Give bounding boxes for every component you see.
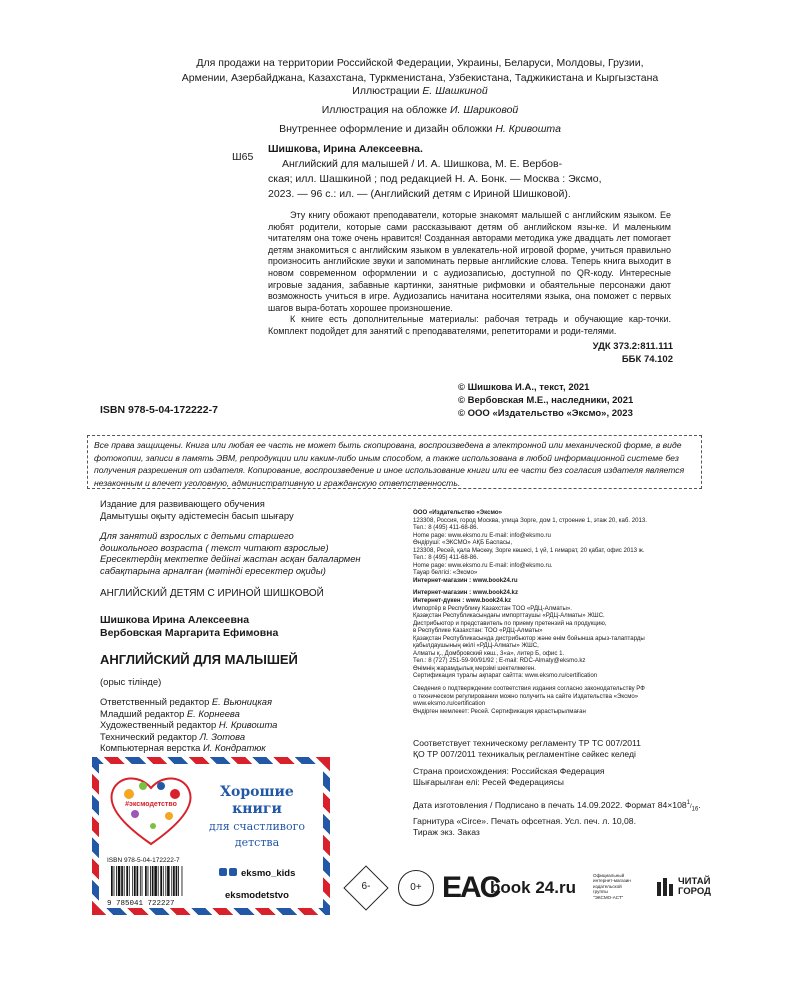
barcode-bar: [176, 866, 178, 896]
audience-line: Ересектердің мектепке дейінгі жастан асқан балалармен: [100, 553, 361, 564]
rights-notice: [87, 435, 702, 489]
promo-sticker: [92, 757, 330, 915]
audience-line: дошкольного возраста ( текст читают взрослые): [100, 541, 329, 553]
publisher-line: www.eksmo.ru/certification: [413, 700, 486, 708]
print-line: Дата изготовления / Подписано в печать 14.09.2022. Формат $84\times 108^1/_{16}$.: [413, 799, 701, 813]
biblio-line: Английский для малышей / И. А. Шишкова, М. Е. Вербов-: [282, 158, 563, 170]
print-line: Тираж экз. Заказ: [413, 826, 480, 837]
decor-dot: [139, 782, 147, 790]
publisher-info: [413, 509, 713, 715]
series-title: АНГЛИЙСКИЙ ДЕТЯМ С ИРИНОЙ ШИШКОВОЙ: [100, 588, 324, 599]
language-note: (орыс тілінде): [100, 677, 162, 688]
vk-icon: [229, 868, 237, 876]
barcode-bar: [129, 866, 130, 896]
edition-line: Издание для развивающего обучения: [100, 498, 265, 509]
barcode-bar: [158, 866, 159, 896]
regulation-line: Соответствует техническому регламенту ТР ТС 007/2011: [413, 738, 641, 748]
publisher-line: в Республике Казахстан: ТОО «РДЦ-Алматы»: [413, 627, 543, 635]
slogan-line: для счастливого: [209, 820, 305, 833]
barcode-bar: [126, 866, 128, 896]
biblio-author: Шишкова, Ирина Алексеевна.: [268, 143, 423, 155]
publisher-line: Өндірген мемлекет: Ресей. Сертификация қарастырылмаған: [413, 707, 586, 715]
rights-text: Все права защищены. Книга или любая ее часть не может быть скопирована, воспроизведена в электронной или механической форме, в виде фотокопии, записи в память ЭВМ, репродукции или каким-либо иным способом, а также использована в любой информационной системе без получения разрешения от издателя. Копирование, воспроизведение и иное использование книги или ее части без согласия издателя является незаконным и влечет уголовную, административную и гражданскую ответственность.: [94, 440, 685, 488]
copyright-line: © ООО «Издательство «Эксмо», 2023: [458, 408, 633, 419]
illustrations-credit: Иллюстрации Е. Шашкиной: [352, 85, 488, 97]
publisher-line: Тел.: 8 (495) 411-68-86.: [413, 524, 479, 532]
authors: [100, 614, 278, 640]
copyright-line: © Вербовская М.Е., наследники, 2021: [458, 395, 634, 406]
tech-regulation: [413, 738, 713, 760]
barcode-bar: [171, 866, 172, 896]
barcode-bar: [140, 866, 141, 896]
print-details: [413, 798, 733, 838]
publisher-line: Қазақстан Республикасында дистрибьютор және өнім бойынша арыз-талаптарды: [413, 634, 645, 642]
decor-dot: [150, 823, 156, 829]
staff-line: Художественный редактор Н. Кривошта: [100, 719, 278, 730]
publisher-line: Өнімнің жарамдылық мерзімі шектелмеген.: [413, 664, 536, 672]
age-rating-6: 6-: [361, 881, 371, 892]
social-handle: eksmodetstvo: [225, 890, 289, 901]
barcode-digits: 9 785041 722227: [107, 900, 175, 908]
book24-tagline: Официальный интернет-магазин издательской группы "ЭКСМО-АСТ": [593, 873, 631, 900]
print-line: Гарнитура «Circe». Печать офсетная. Усл. печ. л. 10,08.: [413, 815, 636, 826]
publisher-line: Home page: www.eksmo.ru E-mail: info@eksmo.ru: [413, 531, 551, 539]
barcode-bar: [173, 866, 175, 896]
edition-line: Дамытушы оқыту әдістемесін басып шығару: [100, 509, 294, 521]
publisher-line: Сертификация туралы ақпарат сайтта: www.eksmo.ru/certification: [413, 672, 598, 680]
biblio-line: ская; илл. Шашкиной ; под редакцией Н. А. Бонк. — Москва : Эксмо,: [268, 173, 602, 185]
publisher-line: Интернет-магазин : www.book24.kz: [413, 589, 518, 597]
classification-code: Ш65: [232, 151, 254, 163]
publisher-line: ООО «Издательство «Эксмо»: [413, 509, 503, 516]
chitai-gorod-logo: ЧИТАЙ ГОРОД: [678, 876, 711, 897]
publisher-line: Қазақстан Республикасындағы импорттаушы «РДЦ-Алматы» ЖШС.: [413, 612, 605, 620]
origin-line: Страна происхождения: Российская Федерация: [413, 766, 605, 776]
barcode-bar: [114, 866, 115, 896]
barcode-bar: [152, 866, 154, 896]
slogan-line: Хорошие: [220, 784, 294, 800]
copyright-line: © Шишкова И.А., текст, 2021: [458, 382, 590, 393]
barcode-bar: [145, 866, 147, 896]
territory-line: Для продажи на территории Российской Федерации, Украины, Беларуси, Молдовы, Грузии,: [196, 57, 644, 69]
publisher-line: Импортёр в Республику Казахстан ТОО «РДЦ-Алматы».: [413, 604, 572, 612]
publisher-line: Home page: www.eksmo.ru E-mail: info@eksmo.ru.: [413, 561, 553, 569]
copyright-block: [458, 381, 688, 420]
publisher-line: Өндіруші: «ЭКСМО» АҚБ Баспасы,: [413, 539, 513, 547]
bibliographic-record: [268, 142, 678, 202]
audience-line: Для занятий взрослых с детьми старшего: [100, 530, 294, 541]
barcode-bar: [148, 866, 149, 896]
publisher-line: Сведения о подтверждении соответствия издания согласно законодательству РФ: [413, 685, 645, 693]
publisher-line: Тел.: 8 (495) 411-68-86.: [413, 554, 479, 562]
barcode-bar: [150, 866, 151, 896]
slogan-line: детства: [234, 836, 280, 849]
isbn: ISBN 978-5-04-172222-7: [100, 404, 218, 416]
udk: УДК 373.2:811.111: [592, 341, 673, 352]
bbk: ББК 74.102: [621, 354, 673, 365]
heart-hashtag: #эксмодетство: [125, 801, 177, 808]
barcode-bar: [160, 866, 162, 896]
book-title: АНГЛИЙСКИЙ ДЛЯ МАЛЫШЕЙ: [100, 652, 298, 667]
biblio-line: 2023. — 96 с.: ил. — (Английский детям с Ириной Шишковой).: [268, 188, 571, 200]
eac-mark: EAC: [442, 871, 500, 904]
origin-line: Шығарылған елі: Ресей Федерациясы: [413, 777, 564, 787]
barcode-bar: [163, 866, 164, 896]
author-name: Шишкова Ирина Алексеевна: [100, 614, 250, 626]
publisher-line: Интернет-дүкен : www.book24.kz: [413, 597, 512, 605]
barcode-bar: [116, 866, 117, 896]
annotation: [268, 210, 671, 338]
annotation-paragraph: Эту книгу обожают преподаватели, которые знакомят малышей с английским языком. Ее любят родители, которые сами рассказывают детям об английском язы-ке. И маленьким читателям она тоже очень нравится! Созданная авторами методика уже двадцать лет помогает детям знакомиться с английским языком в увлекатель-ной игровой форме, учиться правильно произносить английские звуки и запоминать первые английские слова. Теперь книга выходит в новом современном оформлении и с аудиозаписью, доступной по QR-коду. Интересные игровые задания, забавные картинки, занятные рифмовки и обаятельные персонажи дают возможность учиться в игре. Аудиозапись начитана носителями языка, она поможет с первых шагов выра-ботать хорошее произношение.: [268, 210, 671, 313]
origin-country: [413, 766, 713, 788]
barcode-bar: [121, 866, 123, 896]
barcode-bar: [167, 866, 170, 896]
publisher-line: Интернет-магазин : www.book24.ru: [413, 576, 518, 584]
staff-line: Ответственный редактор Е. Вьюницкая: [100, 696, 272, 707]
staff-line: Компьютерная верстка И. Кондратюк: [100, 742, 266, 753]
barcode-bar: [154, 866, 157, 896]
decor-dot: [170, 789, 180, 799]
sticker-isbn: ISBN 978-5-04-172222-7: [107, 857, 180, 864]
decor-dot: [165, 812, 173, 820]
barcode-bar: [142, 866, 143, 896]
regulation-line: ҚО ТР 007/2011 техникалық регламентіне сәйкес келеді: [413, 749, 636, 759]
barcode-bar: [134, 866, 136, 896]
chitai-gorod-icon: [657, 878, 673, 896]
annotation-paragraph: К книге есть дополнительные материалы: рабочая тетрадь и обучающие кар-точки. Комплект подойдет для занятий с преподавателями, репетиторами и роди-телями.: [268, 314, 671, 336]
barcode-bar: [178, 866, 179, 896]
barcode-bar: [137, 866, 139, 896]
classification-indices: [593, 340, 673, 366]
editorial-staff: [100, 696, 400, 754]
slogan-line: книги: [232, 801, 282, 817]
decor-dot: [124, 789, 134, 799]
decor-dot: [157, 782, 165, 790]
design-credit: Внутреннее оформление и дизайн обложки Н. Кривошта: [279, 123, 561, 135]
barcode-bar: [111, 866, 113, 896]
age-rating-0: 0+: [410, 882, 422, 893]
publisher-line: 123308, Ресей, қала Мәскеу, Зорге көшесі, 1 үй, 1 ғимарат, 20 қабат, офис 2013 ж.: [413, 546, 645, 554]
territory-line: Армении, Азербайджана, Казахстана, Туркменистана, Узбекистана, Таджикистана и Кыргызстана: [181, 72, 659, 84]
publisher-line: қабылдаушының өкілі «РДЦ-Алматы» ЖШС,: [413, 642, 539, 650]
barcode-bar: [118, 866, 121, 896]
cover-credit: Иллюстрация на обложке И. Шариковой: [321, 104, 519, 116]
author-name: Вербовская Маргарита Ефимовна: [100, 627, 279, 639]
barcode-icon: [111, 866, 182, 896]
publisher-line: Дистрибьютор и представитель по приему претензий на продукцию,: [413, 619, 607, 627]
barcode-bar: [182, 866, 183, 896]
barcode-bar: [165, 866, 166, 896]
publisher-line: 123308, Россия, город Москва, улица Зорге, дом 1, строение 1, этаж 20, каб. 2013.: [413, 516, 647, 524]
barcode-bar: [132, 866, 133, 896]
publisher-line: Тел.: 8 (727) 251-59-90/91/92 ; E-mail: RDC-Almaty@eksmo.kz: [413, 657, 586, 665]
book24-logo: book 24.ru: [490, 878, 576, 897]
staff-line: Технический редактор Л. Зотова: [100, 730, 246, 742]
decor-dot: [131, 810, 139, 818]
barcode-bar: [124, 866, 125, 896]
heart-icon: [112, 778, 191, 844]
audience-line: сабақтарына арналған (мәтінді ересектер оқиды): [100, 564, 326, 576]
edition-info: [100, 498, 400, 576]
telegram-icon: [219, 868, 227, 876]
credits: [100, 82, 740, 139]
sticker-art: [99, 764, 323, 908]
publisher-line: о техническом регулировании можно получить на сайте Издательства «Эксмо»: [413, 692, 639, 700]
publisher-line: Тауар белгісі: «Эксмо»: [413, 569, 478, 577]
publisher-line: Алматы қ., Домбровский көш., 3«а», литер Б, офис 1.: [413, 649, 565, 657]
social-handle: eksmo_kids: [241, 868, 296, 879]
staff-line: Младший редактор Е. Корнеева: [100, 707, 240, 719]
